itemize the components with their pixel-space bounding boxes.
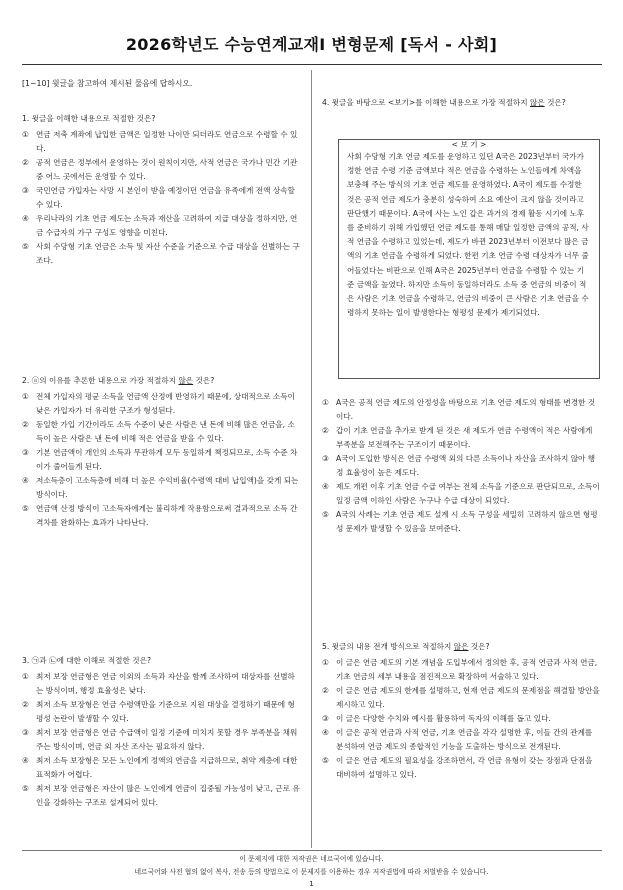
- question-5-stem-end: 것은?: [468, 642, 490, 651]
- q2-option-text: 전체 가입자의 평균 소득을 연금액 산정에 반영하기 때문에, 상대적으로 소득이 낮은 가입자가 더 유리한 구조가 형성된다.: [36, 392, 295, 415]
- q3-option-3: [22, 726, 300, 754]
- page-number: 1: [309, 880, 314, 888]
- question-5-options: [322, 656, 602, 782]
- q4-option-text: 제도 개편 이후 기초 연금 수급 여부는 전체 소득을 기준으로 판단되므로, 소득이 일정 금액 이하인 사람은 누구나 수급 대상이 되었다.: [336, 482, 600, 505]
- q2-option-4: [22, 474, 300, 502]
- q4-option-3: [322, 452, 602, 480]
- q3-option-5: [22, 782, 300, 810]
- q2-option-1: [22, 390, 300, 418]
- q4-option-number: ②: [322, 426, 329, 435]
- q3-option-number: ②: [22, 700, 29, 709]
- q2-option-text: 동일한 가입 기간이라도 소득 수준이 낮은 사람은 낸 돈에 비해 많은 연금을, 소득이 높은 사람은 낸 돈에 비해 적은 연금을 받을 수 있다.: [36, 420, 295, 443]
- q5-option-1: [322, 656, 602, 684]
- q5-option-3: [322, 712, 602, 726]
- q1-option-3: [22, 184, 300, 212]
- title-divider: [22, 64, 602, 65]
- question-3-stem: 3. ㉠과 ㉡에 대한 이해로 적절한 것은?: [22, 656, 151, 665]
- column-divider: [311, 70, 312, 848]
- question-5-stem-emphasis: 않은: [453, 642, 469, 651]
- q2-option-number: ②: [22, 420, 29, 429]
- q1-option-text: 공적 연금은 정부에서 운영하는 것이 원칙이지만, 사적 연금은 국가나 민간 기관 중 어느 곳에서든 운영할 수 있다.: [36, 158, 298, 181]
- q3-option-text: 최저 보장 연금형은 자산이 많은 노인에게 연금이 집중될 가능성이 낮고, 근로 유인을 강화하는 구조로 설계되어 있다.: [36, 784, 300, 807]
- q1-option-number: ③: [22, 186, 29, 195]
- q2-option-5: [22, 502, 300, 530]
- q4-option-5: [322, 508, 602, 536]
- q4-option-2: [322, 424, 602, 452]
- q1-option-text: 국민연금 가입자는 사망 시 본인이 받을 예정이던 연금을 유족에게 전액 상속할 수 있다.: [36, 186, 295, 209]
- q3-option-text: 최저 보장 연금형은 연금 수급액이 일정 기준에 미치지 못할 경우 부족분을 채워주는 방식이며, 연금 외 자산 조사는 필요하지 않다.: [36, 728, 298, 751]
- question-4-options: [322, 396, 602, 536]
- copyright-line-1: 이 문제지에 대한 저작권은 네르국어에 있습니다.: [239, 855, 384, 863]
- q3-option-number: ⑤: [22, 784, 29, 793]
- question-1-options: [22, 128, 300, 268]
- question-4-stem: [322, 96, 602, 110]
- q1-option-5: [22, 240, 300, 268]
- bogi-label: [339, 132, 599, 151]
- q4-option-1: [322, 396, 602, 424]
- q3-option-text: 최저 소득 보장형은 연금 수령액만을 기준으로 지원 대상을 결정하기 때문에 형평성 논란이 발생할 수 있다.: [36, 700, 295, 723]
- q3-option-number: ③: [22, 728, 29, 737]
- q4-option-text: A국이 도입한 방식은 연금 수령액 외의 다른 소득이나 자산을 조사하지 않아 행정 효율성이 높은 제도다.: [336, 454, 596, 477]
- q2-option-number: ④: [22, 476, 29, 485]
- q5-option-text: 이 글은 다양한 수치와 예시를 활용하여 독자의 이해를 돕고 있다.: [336, 714, 551, 723]
- q3-option-text: 최저 보장 연금형은 연금 이외의 소득과 자산을 함께 조사하여 대상자를 선별하는 방식이며, 행정 효율성은 낮다.: [36, 672, 295, 695]
- q1-option-number: ⑤: [22, 242, 29, 251]
- question-5-stem: [322, 640, 602, 654]
- question-4-stem-text: 4. 윗글을 바탕으로 <보기>를 이해한 내용으로 가장 적절하지: [322, 98, 530, 107]
- question-4: [322, 96, 602, 112]
- q3-option-1: [22, 670, 300, 698]
- q1-option-text: 우리나라의 기초 연금 제도는 소득과 재산을 고려하여 지급 대상을 정하지만, 연금 수급자의 가구 구성도 영향을 미친다.: [36, 214, 298, 237]
- question-5: [322, 640, 602, 782]
- q3-option-number: ①: [22, 672, 29, 681]
- question-4-stem-emphasis: 않은: [530, 98, 545, 107]
- q5-option-number: ⑤: [322, 756, 329, 765]
- q1-option-2: [22, 156, 300, 184]
- question-3-options: [22, 670, 300, 810]
- q2-option-text: 기본 연금액이 개인의 소득과 무관하게 모두 동일하게 책정되므로, 소득 수준 차이가 줄어들게 된다.: [36, 448, 298, 471]
- q4-option-text: A국은 공적 연금 제도의 안정성을 바탕으로 기초 연금 제도의 형태를 변경한 것이다.: [336, 398, 596, 421]
- q5-option-text: 이 글은 연금 제도의 기본 개념을 도입부에서 정의한 후, 공적 연금과 사적 연금, 기초 연금의 세부 내용을 점진적으로 확장하여 서술하고 있다.: [336, 658, 598, 681]
- q1-option-number: ②: [22, 158, 29, 167]
- question-2-options: [22, 390, 300, 530]
- q2-option-number: ③: [22, 448, 29, 457]
- q4-option-number: ③: [322, 454, 329, 463]
- q2-option-2: [22, 418, 300, 446]
- instruction: [1~10] 윗글을 참고하여 제시된 물음에 답하시오.: [22, 79, 193, 88]
- q5-option-4: [322, 726, 602, 754]
- q4-option-text: 갑이 기초 연금을 추가로 받게 된 것은 새 제도가 연금 수령액이 적은 사람에게 부족분을 보전해주는 구조이기 때문이다.: [336, 426, 593, 449]
- q4-option-number: ⑤: [322, 510, 329, 519]
- q5-option-number: ③: [322, 714, 329, 723]
- q2-option-number: ⑤: [22, 504, 29, 513]
- q5-option-text: 이 글은 공적 연금과 사적 연금, 기초 연금을 각각 설명한 후, 이들 간의 관계를 분석하여 연금 제도의 종합적인 기능을 도출하는 방식으로 전개된다.: [336, 728, 593, 751]
- q2-option-number: ①: [22, 392, 29, 401]
- question-1: [22, 112, 300, 268]
- q1-option-number: ④: [22, 214, 29, 223]
- q1-option-1: [22, 128, 300, 156]
- question-1-stem: 1. 윗글을 이해한 내용으로 적절한 것은?: [22, 114, 156, 123]
- question-2-stem-text: 2. ⓐ의 이유를 추론한 내용으로 가장 적절하지: [22, 376, 179, 385]
- q5-option-5: [322, 754, 602, 782]
- question-2-stem: [22, 374, 300, 388]
- q4-option-4: [322, 480, 602, 508]
- q4-option-number: ①: [322, 398, 329, 407]
- q1-option-4: [22, 212, 300, 240]
- copyright-line-2: 네르국어와 사전 협의 없이 복사, 전송 등의 방법으로 이 문제지를 이용하는 경우 저작권법에 따라 처벌받을 수 있습니다.: [134, 868, 489, 876]
- question-2: [22, 374, 300, 530]
- question-2-stem-emphasis: 않은: [178, 376, 194, 385]
- q5-option-number: ④: [322, 728, 329, 737]
- q3-option-4: [22, 754, 300, 782]
- q1-option-text: 연금 저축 계좌에 납입한 금액은 일정한 나이만 되더라도 연금으로 수령할 수 있다.: [36, 130, 298, 153]
- q2-option-3: [22, 446, 300, 474]
- q5-option-number: ②: [322, 686, 329, 695]
- q1-option-number: ①: [22, 130, 29, 139]
- question-4-options-wrap: [322, 396, 602, 536]
- q4-option-number: ④: [322, 482, 329, 491]
- bogi-box: [338, 139, 600, 379]
- q2-option-text: 연금액 산정 방식이 고소득자에게는 불리하게 작용함으로써 결과적으로 소득 간 격차를 완화하는 효과가 나타난다.: [36, 504, 298, 527]
- bogi-label-text: < 보 기 >: [446, 140, 493, 149]
- question-3: [22, 654, 300, 810]
- page-title: 2026학년도 수능연계교재Ⅰ 변형문제 [독서 - 사회]: [125, 35, 498, 54]
- q1-option-text: 사회 수당형 기초 연금은 소득 및 자산 수준을 기준으로 수급 대상을 선별하는 구조다.: [36, 242, 300, 265]
- q3-option-2: [22, 698, 300, 726]
- question-5-stem-text: 5. 윗글의 내용 전개 방식으로 적절하지: [322, 642, 454, 651]
- q2-option-text: 저소득층이 고소득층에 비해 더 높은 수익비율(수령액 대비 납입액)을 갖게 되는 방식이다.: [36, 476, 299, 499]
- q5-option-number: ①: [322, 658, 329, 667]
- question-4-stem-end: 것은?: [544, 98, 566, 107]
- bogi-text: 사회 수당형 기초 연금 제도를 운영하고 있던 A국은 2023년부터 국가가 정한 연금 수령 기준 금액보다 적은 연금을 수령하는 노인들에게 차액을 보충해 주는 방식의 기초 연금 제도를 운영하였다. A국이 제도를 수정한 것은 공적 연금 제도가 충분히 성숙하여 소요 예산이 크지 않을 것이라고 판단했기 때문이다. A국에 사는 노인 갑은 과거의 경제 활동 시기에 노후를 준비하기 위해 가입했던 연금 제도를 통해 매달 일정한 금액의 공적, 사적 연금을 수령하고 있었는데, 제도가 바뀐 2023년부터 이전보다 많은 금액의 기초 연금을 수령하게 되었다. 한편 기초 연금 수령 대상자가 너무 줄어들었다는 비판으로 인해 A국은 2025년부터 연금을 수령할 수 있는 기준 금액을 높였다. 하지만 소득이 동일하더라도 소득 중 연금의 비중이 적은 사람은 기초 연금을 수령하고, 연금의 비중이 큰 사람은 기초 연금을 수령하지 못하는 일이 발생한다는 형평성 문제가 제기되었다.: [347, 152, 589, 318]
- q3-option-text: 최저 소득 보장형은 모든 노인에게 정액의 연금을 지급하므로, 취약 계층에 대한 표적화가 어렵다.: [36, 756, 298, 779]
- q4-option-text: A국의 사례는 기초 연금 제도 설계 시 소득 구성을 세밀히 고려하지 않으면 형평성 문제가 발생할 수 있음을 보여준다.: [336, 510, 598, 533]
- footer-divider: [22, 850, 602, 851]
- q5-option-2: [322, 684, 602, 712]
- q5-option-text: 이 글은 연금 제도의 필요성을 강조하면서, 각 연금 유형이 갖는 장점과 단점을 대비하여 설명하고 있다.: [336, 756, 593, 779]
- q5-option-text: 이 글은 연금 제도의 한계를 설명하고, 현재 연금 제도의 문제점을 해결할 방안을 제시하고 있다.: [336, 686, 600, 709]
- question-2-stem-end: 것은?: [193, 376, 215, 385]
- q3-option-number: ④: [22, 756, 29, 765]
